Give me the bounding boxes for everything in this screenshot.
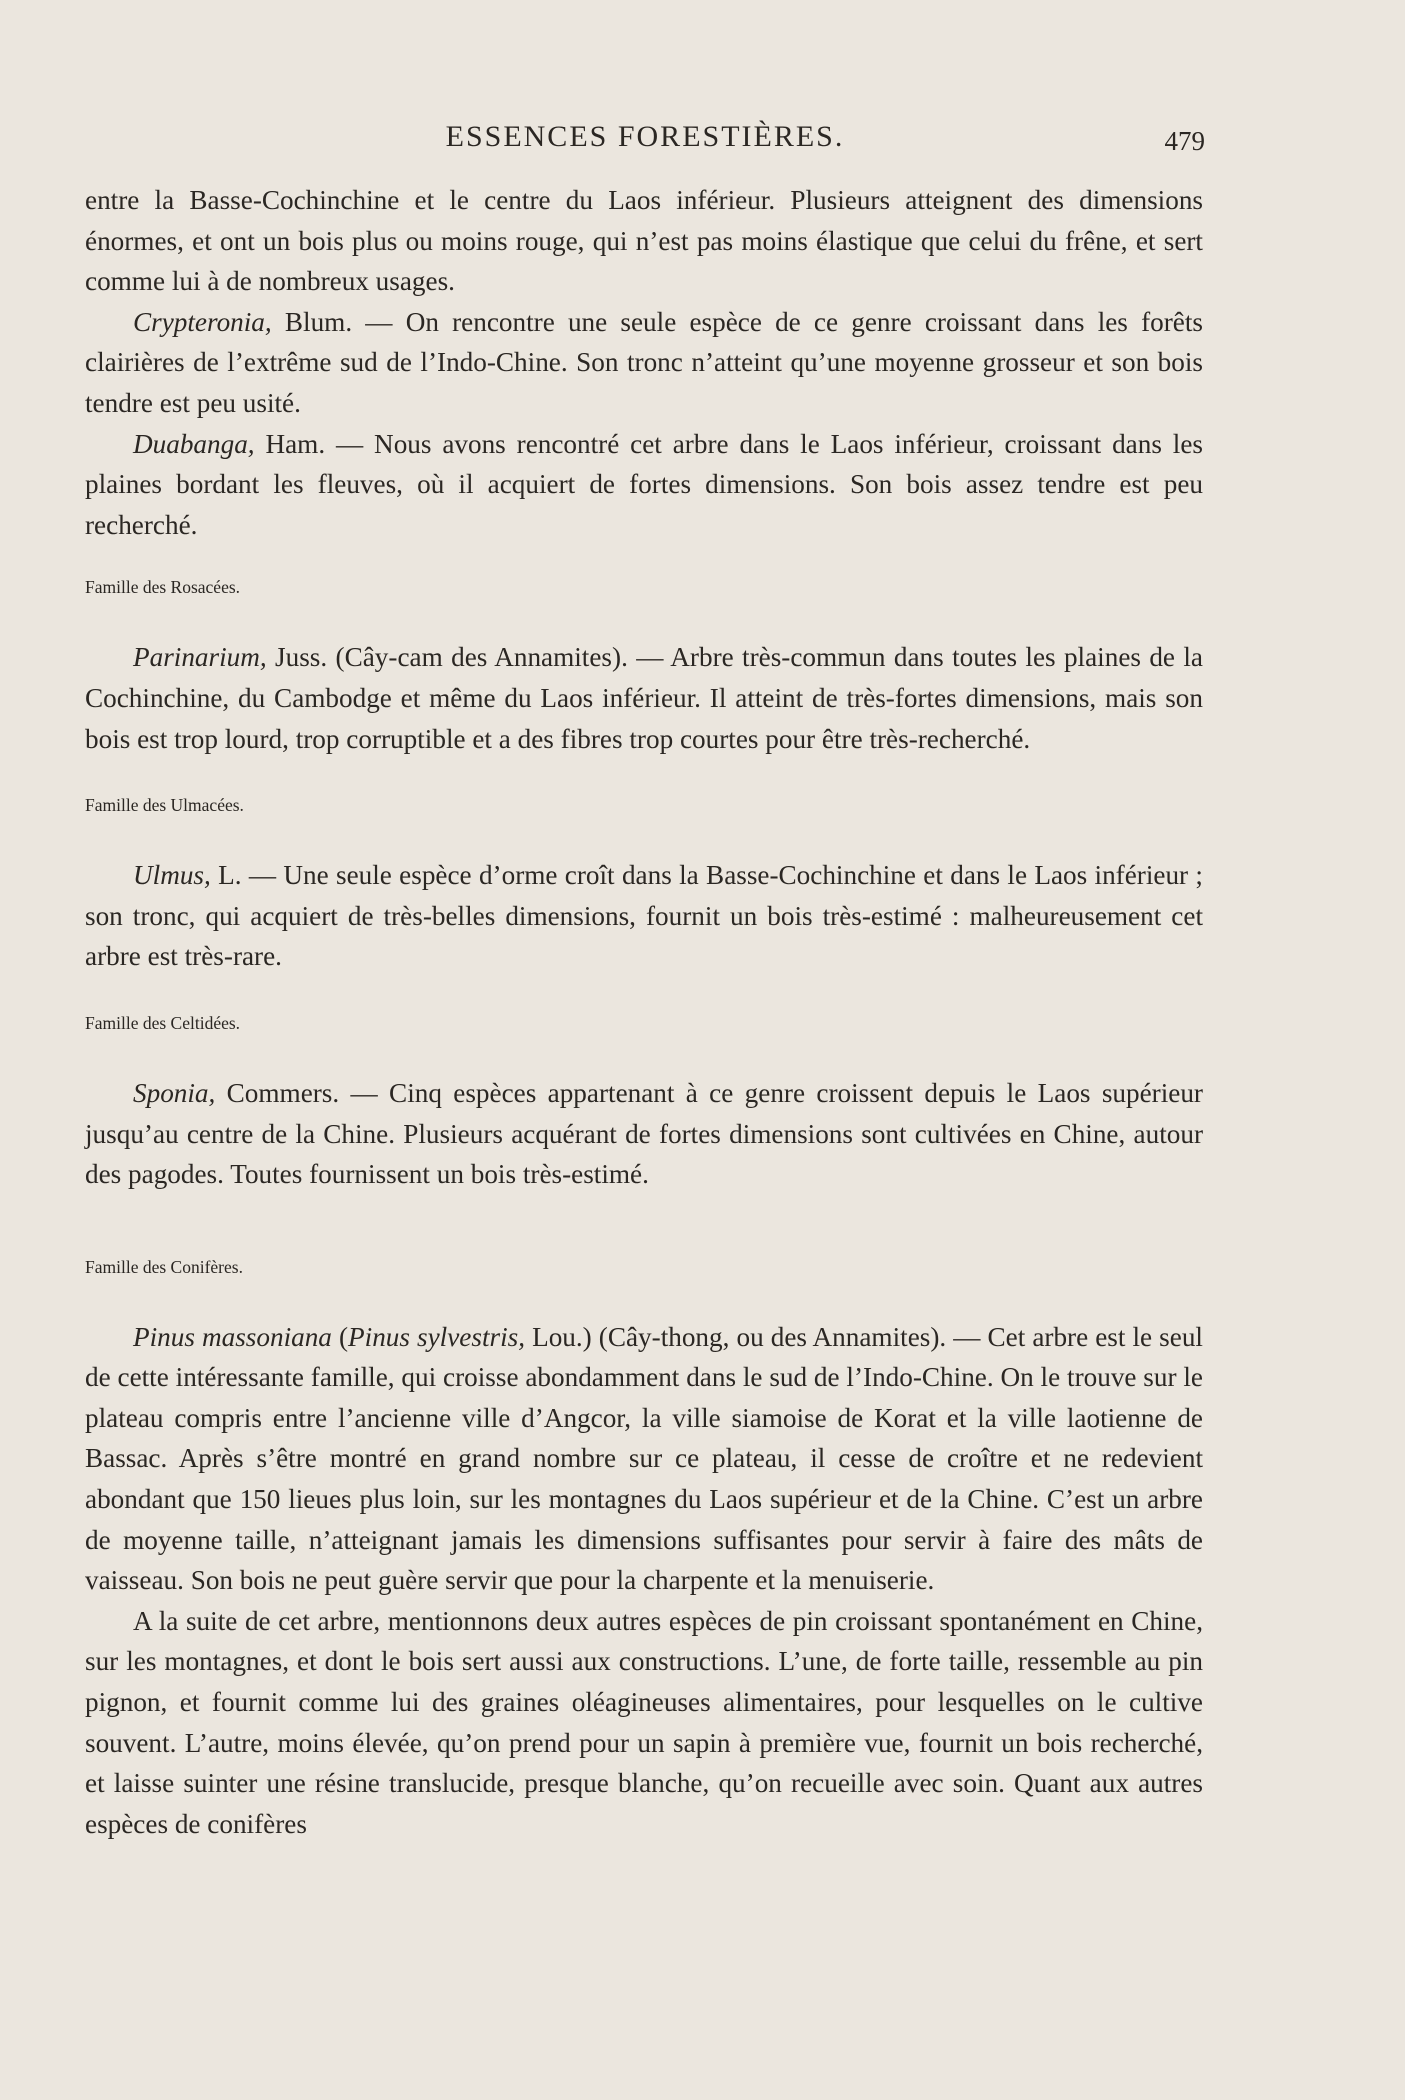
paragraph-other-pines: A la suite de cet arbre, mentionnons deux autres espèces de pin croissant spontanément en Chine, sur les montagnes, et dont le bois sert aussi aux constructions. L’une, de forte taille, ressemble au pin pignon, et fournit comme lui des graines oléagineuses alimentaires, pour lesquelles on le cultive souvent. L’autre, moins élevée, qu’on prend pour un sapin à première vue, fournit un bois recherché, et laisse suinter une résine translucide, presque blanche, qu’on recueille avec soin. Quant aux autres espèces de conifères	[85, 1605, 1203, 1839]
section-heading-celtidees: Famille des Celtidées.	[85, 1012, 241, 1033]
paragraph-duabanga	[85, 424, 1203, 546]
page-number: 479	[1164, 126, 1205, 156]
paragraph-ulmus	[85, 855, 1203, 977]
page-body	[85, 180, 1203, 1844]
paragraph-text: Commers. — Cinq espèces appartenant à ce genre croissent depuis le Laos supérieur jusqu’au centre de la Chine. Plusieurs acquérant de fortes dimensions sont cultivées en Chine, autour des pagodes. Toutes fournissent un bois très-estimé.	[85, 1077, 1203, 1190]
synonym-name: Pinus sylvestris,	[348, 1321, 526, 1352]
genus-name: Duabanga,	[133, 428, 255, 459]
page-header	[85, 120, 1205, 170]
genus-name: Sponia,	[133, 1077, 216, 1108]
running-title: ESSENCES FORESTIÈRES.	[445, 120, 845, 153]
paragraph-sponia	[85, 1073, 1203, 1195]
paragraph-text: Ham. — Nous avons rencontré cet arbre dans le Laos inférieur, croissant dans les plaines bordant les fleuves, où il acquiert de fortes dimensions. Son bois assez tendre est peu recherché.	[85, 428, 1203, 540]
genus-name: Parinarium,	[133, 642, 267, 673]
paragraph-text: L. — Une seule espèce d’orme croît dans la Basse-Cochinchine et dans le Laos inférieur ; son tronc, qui acquiert de très-belles dimensions, fournit un bois très-estimé : malheureusement cet arbre est très-rare.	[85, 860, 1203, 972]
paragraph-text: Lou.) (Cây-thong, ou des Annamites). — Cet arbre est le seul de cette intéressante famille, qui croisse abondamment dans le sud de l’Indo-Chine. On le trouve sur le plateau compris entre l’ancienne ville d’Angcor, la ville siamoise de Korat et la ville laotienne de Bassac. Après s’être montré en grand nombre sur ce plateau, il cesse de croître et ne redevient abondant que 150 lieues plus loin, sur les montagnes du Laos supérieur et de la Chine. C’est un arbre de moyenne taille, n’atteignant jamais les dimensions suffisantes pour servir à faire des mâts de vaisseau. Son bois ne peut guère servir que pour la charpente et la menuiserie.	[85, 1321, 1203, 1596]
genus-name: Crypteronia,	[133, 306, 272, 337]
paragraph-continuation: entre la Basse-Cochinchine et le centre du Laos inférieur. Plusieurs atteignent des dimensions énormes, et ont un bois plus ou moins rouge, qui n’est pas moins élastique que celui du frêne, et sert comme lui à de nombreux usages.	[85, 185, 1203, 297]
section-heading-ulmacees: Famille des Ulmacées.	[85, 795, 244, 816]
paragraph-crypteronia	[85, 302, 1203, 424]
species-name: Pinus massoniana	[133, 1321, 332, 1352]
paragraph-text: Juss. (Cây-cam des Annamites). — Arbre très-commun dans toutes les plaines de la Cochinchine, du Cambodge et même du Laos inférieur. Il atteint de très-fortes dimensions, mais son bois est trop lourd, trop corruptible et a des fibres trop courtes pour être très-recherché.	[85, 642, 1203, 754]
section-heading-rosacees: Famille des Rosacées.	[85, 577, 241, 598]
paragraph-text: Blum. — On rencontre une seule espèce de ce genre croissant dans les forêts clairières de l’extrême sud de l’Indo-Chine. Son tronc n’atteint qu’une moyenne grosseur et son bois tendre est peu usité.	[85, 306, 1203, 418]
paren-open: (	[331, 1321, 349, 1352]
paragraph-pinus	[85, 1317, 1203, 1601]
genus-name: Ulmus,	[133, 860, 211, 891]
paragraph-parinarium	[85, 637, 1203, 759]
section-heading-coniferes: Famille des Conifères.	[85, 1256, 243, 1277]
